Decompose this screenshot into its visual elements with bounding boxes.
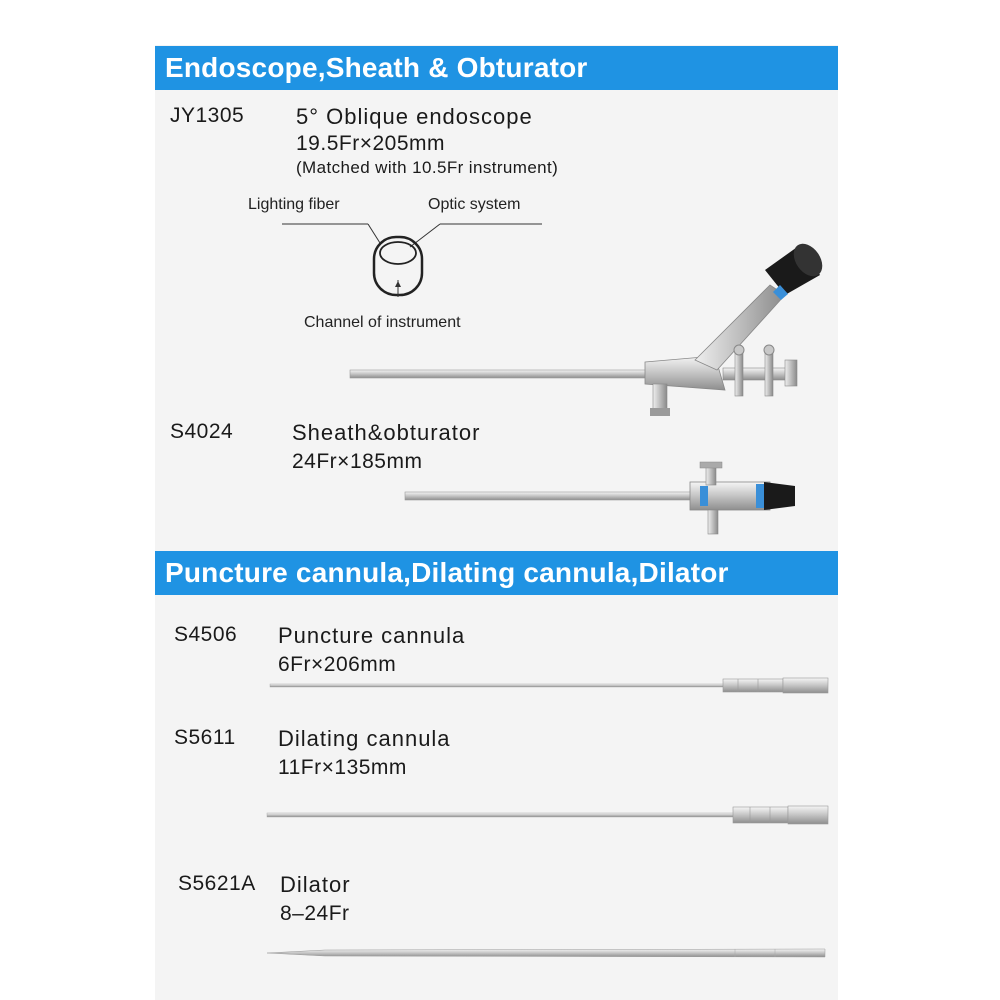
item-code-s4506: S4506 (174, 623, 238, 646)
dilator-image (265, 944, 833, 962)
oblique-endoscope-image (345, 240, 835, 430)
section-banner-cannula: Puncture cannula,Dilating cannula,Dilator (155, 551, 838, 595)
item-name-oblique-endoscope: 5° Oblique endoscope (296, 104, 533, 129)
item-name-dilating-cannula: Dilating cannula (278, 726, 451, 751)
item-spec-sheath-obturator: 24Fr×185mm (292, 450, 423, 473)
item-spec-dilator: 8–24Fr (280, 902, 350, 925)
label-channel-of-instrument: Channel of instrument (304, 314, 461, 331)
label-optic-system: Optic system (428, 196, 521, 213)
item-code-s5611: S5611 (174, 726, 236, 749)
item-name-dilator: Dilator (280, 872, 351, 897)
item-note-oblique-endoscope: (Matched with 10.5Fr instrument) (296, 158, 559, 177)
label-lighting-fiber: Lighting fiber (248, 196, 340, 213)
item-spec-dilating-cannula: 11Fr×135mm (278, 756, 407, 779)
sheath-obturator-image (400, 460, 810, 540)
item-spec-oblique-endoscope: 19.5Fr×205mm (296, 132, 445, 155)
dilating-cannula-image (265, 802, 833, 828)
item-code-s4024: S4024 (170, 420, 234, 443)
item-code-jy1305: JY1305 (170, 104, 245, 127)
puncture-cannula-image (268, 674, 833, 698)
item-spec-puncture-cannula: 6Fr×206mm (278, 653, 397, 676)
item-code-s5621a: S5621A (178, 872, 256, 895)
item-name-sheath-obturator: Sheath&obturator (292, 420, 481, 445)
item-name-puncture-cannula: Puncture cannula (278, 623, 466, 648)
section-banner-endoscope: Endoscope,Sheath & Obturator (155, 46, 838, 90)
